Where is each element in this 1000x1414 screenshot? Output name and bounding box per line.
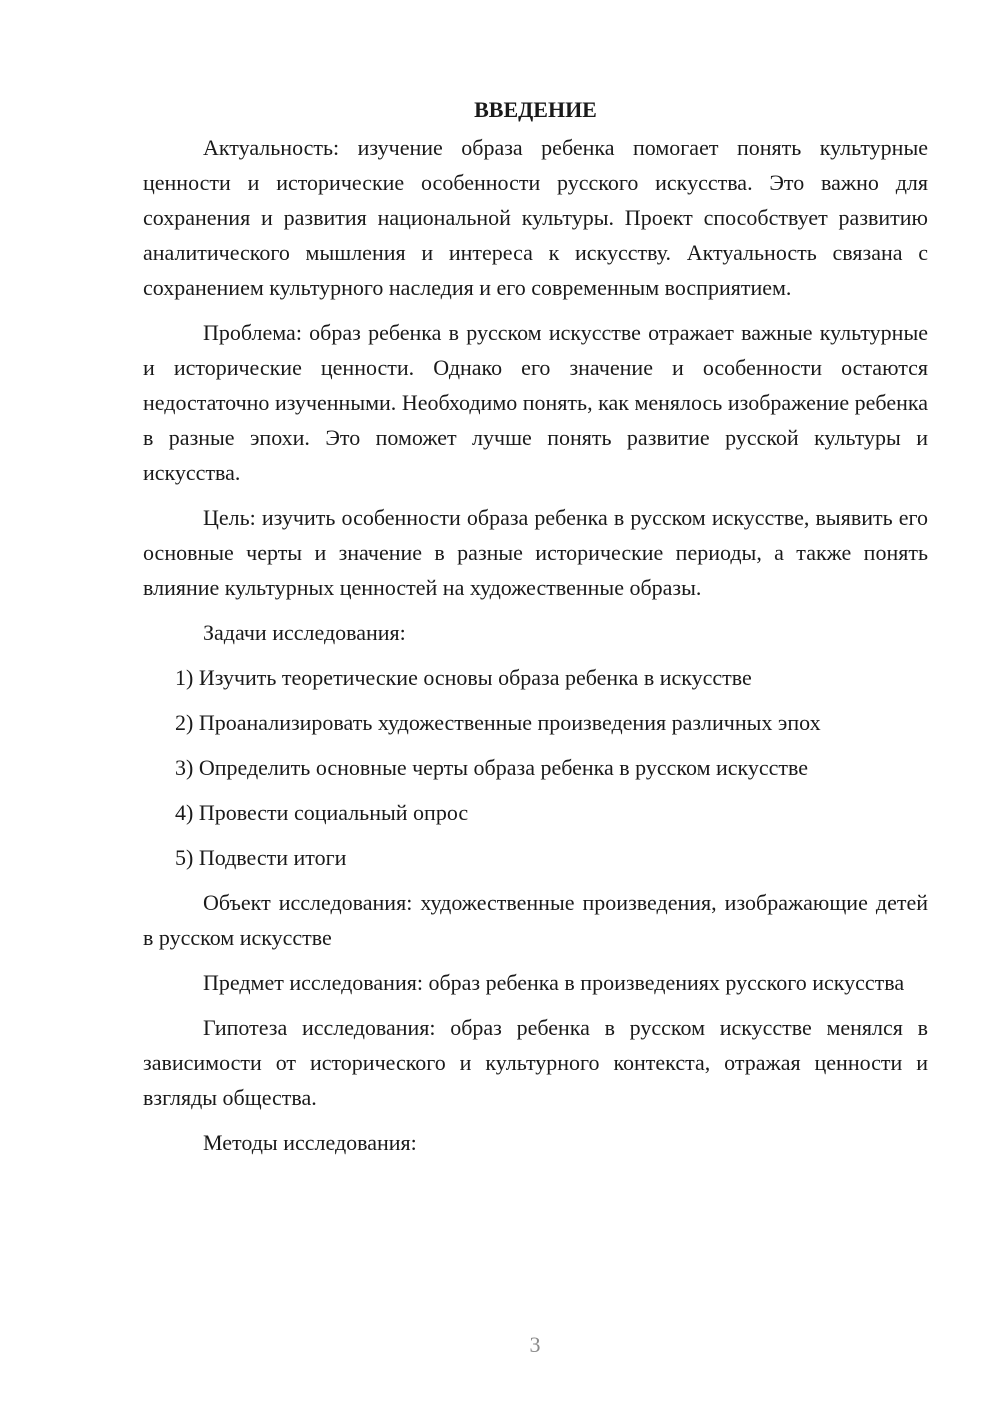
goal-paragraph: Цель: изучить особенности образа ребенка в русском искусстве, выявить его основные черты и значение в разные исторические периоды, а также понять влияние культурных ценностей на художественные образы. [143, 505, 928, 600]
object-paragraph: Объект исследования: художественные произведения, изображающие детей в русском искусстве [143, 890, 928, 950]
tasks-intro: Задачи исследования: [203, 620, 406, 645]
document-page [143, 92, 928, 1170]
page-number: 3 [529, 1332, 541, 1357]
tasks-list [143, 660, 928, 875]
problem-paragraph: Проблема: образ ребенка в русском искусстве отражает важные культурные и исторические ценности. Однако его значение и особенности остаются недостаточно изученными. Необходимо понять, как менялось изображение ребенка в разные эпохи. Это поможет лучше понять развитие русской культуры и искусства. [143, 320, 928, 485]
task-item: 3) Определить основные черты образа ребенка в русском искусстве [175, 755, 809, 780]
subject-paragraph: Предмет исследования: образ ребенка в произведениях русского искусства [203, 970, 905, 995]
task-item: 5) Подвести итоги [175, 845, 347, 870]
task-item: 1) Изучить теоретические основы образа ребенка в искусстве [175, 665, 752, 690]
task-item: 2) Проанализировать художественные произведения различных эпох [175, 710, 821, 735]
hypothesis-paragraph: Гипотеза исследования: образ ребенка в русском искусстве менялся в зависимости от исторического и культурного контекста, отражая ценности и взгляды общества. [143, 1015, 928, 1110]
relevance-paragraph: Актуальность: изучение образа ребенка помогает понять культурные ценности и исторические особенности русского искусства. Это важно для сохранения и развития национальной культуры. Проект способствует развитию аналитического мышления и интереса к искусству. Актуальность связана с сохранением культурного наследия и его современным восприятием. [143, 135, 928, 300]
methods-intro: Методы исследования: [203, 1130, 417, 1155]
section-heading: ВВЕДЕНИЕ [474, 97, 597, 122]
task-item: 4) Провести социальный опрос [175, 800, 469, 825]
